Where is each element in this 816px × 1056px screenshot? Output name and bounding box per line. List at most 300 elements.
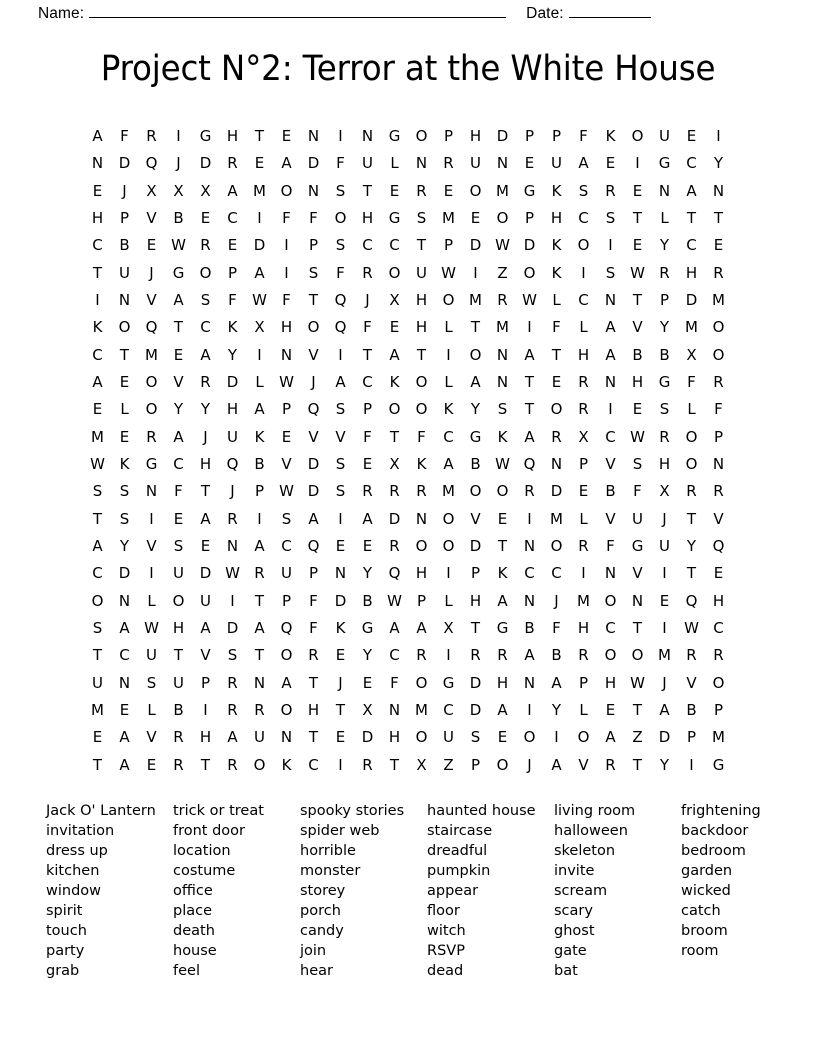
grid-cell[interactable]: O	[712, 345, 725, 364]
grid-cell[interactable]: Y	[659, 236, 670, 255]
grid-cell[interactable]: E	[227, 236, 238, 255]
grid-cell[interactable]: S	[119, 509, 130, 528]
grid-cell[interactable]: I	[527, 318, 532, 337]
grid-cell[interactable]: A	[389, 619, 400, 638]
grid-cell[interactable]: W	[522, 290, 537, 309]
grid-cell[interactable]: S	[470, 728, 481, 747]
word-list-item[interactable]: kitchen	[46, 863, 100, 879]
grid-cell[interactable]: W	[630, 673, 645, 692]
grid-cell[interactable]: P	[443, 236, 454, 255]
grid-cell[interactable]: E	[632, 181, 643, 200]
grid-cell[interactable]: R	[605, 755, 616, 774]
word-list-item[interactable]: trick or treat	[173, 803, 264, 819]
grid-cell[interactable]: R	[713, 482, 724, 501]
grid-cell[interactable]: S	[227, 646, 238, 665]
grid-cell[interactable]: U	[470, 154, 481, 173]
grid-cell[interactable]: T	[92, 755, 103, 774]
grid-cell[interactable]: B	[686, 701, 697, 720]
grid-cell[interactable]: R	[200, 236, 211, 255]
grid-cell[interactable]: D	[658, 728, 671, 747]
grid-cell[interactable]: P	[362, 400, 373, 419]
grid-cell[interactable]: C	[362, 236, 373, 255]
grid-cell[interactable]: O	[496, 482, 509, 501]
grid-cell[interactable]: H	[199, 455, 212, 474]
word-list-item[interactable]: location	[173, 843, 231, 859]
grid-cell[interactable]: O	[415, 728, 428, 747]
grid-cell[interactable]: Y	[659, 755, 670, 774]
grid-cell[interactable]: I	[635, 154, 640, 173]
grid-cell[interactable]: S	[173, 537, 184, 556]
grid-cell[interactable]: F	[336, 154, 345, 173]
grid-cell[interactable]: T	[497, 537, 508, 556]
grid-cell[interactable]: D	[307, 482, 320, 501]
grid-cell[interactable]: U	[632, 509, 643, 528]
grid-cell[interactable]: Q	[226, 455, 239, 474]
grid-cell[interactable]: L	[390, 154, 399, 173]
grid-cell[interactable]: A	[443, 455, 454, 474]
grid-cell[interactable]: L	[660, 208, 669, 227]
grid-cell[interactable]: Y	[470, 400, 481, 419]
grid-cell[interactable]: O	[442, 509, 455, 528]
grid-cell[interactable]: O	[91, 591, 104, 610]
grid-cell[interactable]: O	[334, 208, 347, 227]
grid-cell[interactable]: G	[172, 263, 185, 282]
grid-cell[interactable]: M	[658, 646, 671, 665]
grid-cell[interactable]: A	[173, 427, 184, 446]
grid-cell[interactable]: H	[226, 126, 239, 145]
word-list-item[interactable]: broom	[681, 923, 728, 939]
grid-cell[interactable]: R	[416, 181, 427, 200]
grid-cell[interactable]: N	[145, 482, 158, 501]
grid-cell[interactable]: C	[578, 290, 589, 309]
grid-cell[interactable]: U	[659, 537, 670, 556]
grid-cell[interactable]: H	[631, 373, 644, 392]
grid-cell[interactable]: L	[579, 318, 588, 337]
grid-cell[interactable]: H	[415, 290, 428, 309]
grid-cell[interactable]: G	[388, 126, 401, 145]
grid-cell[interactable]: D	[361, 728, 374, 747]
grid-cell[interactable]: S	[632, 455, 643, 474]
grid-cell[interactable]: W	[279, 373, 294, 392]
grid-cell[interactable]: I	[284, 263, 289, 282]
grid-cell[interactable]: E	[632, 400, 643, 419]
grid-cell[interactable]: W	[387, 591, 402, 610]
grid-cell[interactable]: P	[470, 755, 481, 774]
grid-cell[interactable]: R	[578, 373, 589, 392]
grid-cell[interactable]: F	[363, 427, 372, 446]
grid-cell[interactable]: F	[552, 619, 561, 638]
grid-cell[interactable]: L	[147, 591, 156, 610]
grid-cell[interactable]: Q	[334, 290, 347, 309]
grid-cell[interactable]: C	[389, 236, 400, 255]
grid-cell[interactable]: N	[307, 126, 320, 145]
grid-cell[interactable]: H	[577, 619, 590, 638]
grid-cell[interactable]: P	[578, 455, 589, 474]
word-list-item[interactable]: catch	[681, 903, 721, 919]
grid-cell[interactable]: S	[497, 400, 508, 419]
grid-cell[interactable]: K	[281, 755, 292, 774]
grid-cell[interactable]: H	[388, 728, 401, 747]
grid-cell[interactable]: E	[119, 373, 130, 392]
grid-cell[interactable]: Q	[712, 537, 725, 556]
grid-cell[interactable]: E	[335, 537, 346, 556]
grid-cell[interactable]: L	[147, 701, 156, 720]
grid-cell[interactable]: T	[632, 755, 643, 774]
grid-cell[interactable]: O	[415, 673, 428, 692]
grid-cell[interactable]: X	[578, 427, 589, 446]
word-list-item[interactable]: window	[46, 883, 102, 899]
grid-cell[interactable]: O	[577, 236, 590, 255]
grid-cell[interactable]: C	[92, 564, 103, 583]
grid-cell[interactable]: C	[605, 619, 616, 638]
word-list-item[interactable]: skeleton	[554, 843, 616, 859]
grid-cell[interactable]: N	[496, 373, 509, 392]
grid-cell[interactable]: R	[443, 154, 454, 173]
grid-cell[interactable]: O	[577, 728, 590, 747]
grid-cell[interactable]: R	[200, 373, 211, 392]
grid-cell[interactable]: I	[716, 126, 721, 145]
grid-cell[interactable]: G	[712, 755, 725, 774]
grid-cell[interactable]: V	[713, 509, 724, 528]
grid-cell[interactable]: L	[579, 701, 588, 720]
word-list-item[interactable]: dress up	[46, 843, 108, 859]
grid-cell[interactable]: P	[686, 728, 697, 747]
grid-cell[interactable]: A	[254, 537, 265, 556]
grid-cell[interactable]: A	[119, 619, 130, 638]
grid-cell[interactable]: A	[227, 181, 238, 200]
word-list-item[interactable]: gate	[554, 943, 587, 959]
grid-cell[interactable]: C	[173, 455, 184, 474]
grid-cell[interactable]: P	[254, 482, 265, 501]
grid-cell[interactable]: T	[254, 646, 265, 665]
grid-cell[interactable]: V	[605, 509, 616, 528]
grid-cell[interactable]: L	[255, 373, 264, 392]
grid-cell[interactable]: S	[200, 290, 211, 309]
grid-cell[interactable]: A	[605, 318, 616, 337]
grid-cell[interactable]: O	[415, 126, 428, 145]
grid-cell[interactable]: E	[200, 537, 211, 556]
grid-cell[interactable]: O	[118, 318, 131, 337]
grid-cell[interactable]: O	[496, 755, 509, 774]
grid-cell[interactable]: P	[416, 591, 427, 610]
grid-cell[interactable]: J	[554, 591, 559, 610]
grid-cell[interactable]: V	[605, 455, 616, 474]
grid-cell[interactable]: O	[253, 755, 266, 774]
grid-cell[interactable]: T	[686, 564, 697, 583]
grid-cell[interactable]: B	[254, 455, 265, 474]
grid-cell[interactable]: V	[632, 564, 643, 583]
grid-cell[interactable]: I	[662, 564, 667, 583]
grid-cell[interactable]: I	[230, 591, 235, 610]
grid-cell[interactable]: M	[145, 345, 158, 364]
grid-cell[interactable]: E	[146, 755, 157, 774]
grid-cell[interactable]: T	[416, 236, 427, 255]
grid-cell[interactable]: U	[119, 263, 130, 282]
grid-cell[interactable]: T	[524, 400, 535, 419]
word-list-item[interactable]: floor	[427, 903, 460, 919]
word-list-item[interactable]: feel	[173, 963, 200, 979]
grid-cell[interactable]: E	[659, 591, 670, 610]
word-list-item[interactable]: bat	[554, 963, 578, 979]
grid-cell[interactable]: I	[689, 755, 694, 774]
grid-cell[interactable]: O	[415, 400, 428, 419]
grid-cell[interactable]: A	[92, 537, 103, 556]
grid-cell[interactable]: S	[335, 181, 346, 200]
grid-cell[interactable]: E	[443, 181, 454, 200]
grid-cell[interactable]: L	[444, 373, 453, 392]
grid-cell[interactable]: T	[524, 373, 535, 392]
grid-cell[interactable]: P	[551, 126, 562, 145]
grid-cell[interactable]: K	[335, 619, 346, 638]
grid-cell[interactable]: E	[713, 236, 724, 255]
grid-cell[interactable]: A	[497, 591, 508, 610]
grid-cell[interactable]: E	[524, 154, 535, 173]
grid-cell[interactable]: M	[253, 181, 266, 200]
grid-cell[interactable]: W	[495, 236, 510, 255]
grid-cell[interactable]: O	[280, 181, 293, 200]
grid-cell[interactable]: A	[416, 619, 427, 638]
grid-cell[interactable]: D	[469, 537, 482, 556]
grid-cell[interactable]: N	[361, 126, 374, 145]
grid-cell[interactable]: O	[280, 646, 293, 665]
grid-cell[interactable]: B	[659, 345, 670, 364]
grid-cell[interactable]: O	[307, 318, 320, 337]
word-list-item[interactable]: haunted house	[427, 803, 536, 819]
grid-cell[interactable]: K	[551, 236, 562, 255]
grid-cell[interactable]: R	[254, 701, 265, 720]
grid-cell[interactable]: A	[281, 673, 292, 692]
grid-cell[interactable]: N	[253, 673, 266, 692]
word-list-item[interactable]: backdoor	[681, 823, 749, 839]
grid-cell[interactable]: F	[417, 427, 426, 446]
grid-cell[interactable]: J	[662, 673, 667, 692]
grid-cell[interactable]: M	[685, 318, 698, 337]
grid-cell[interactable]: C	[605, 427, 616, 446]
grid-cell[interactable]: N	[496, 345, 509, 364]
grid-cell[interactable]: O	[631, 646, 644, 665]
grid-cell[interactable]: A	[551, 755, 562, 774]
grid-cell[interactable]: T	[335, 701, 346, 720]
grid-cell[interactable]: C	[443, 427, 454, 446]
grid-cell[interactable]: E	[362, 455, 373, 474]
grid-cell[interactable]: C	[443, 701, 454, 720]
grid-cell[interactable]: M	[91, 701, 104, 720]
grid-cell[interactable]: E	[605, 701, 616, 720]
grid-cell[interactable]: Q	[280, 619, 293, 638]
grid-cell[interactable]: C	[578, 208, 589, 227]
grid-cell[interactable]: D	[334, 591, 347, 610]
grid-cell[interactable]: G	[496, 619, 509, 638]
grid-cell[interactable]: X	[254, 318, 265, 337]
grid-cell[interactable]: Y	[227, 345, 238, 364]
grid-cell[interactable]: V	[335, 427, 346, 446]
grid-cell[interactable]: S	[281, 509, 292, 528]
grid-cell[interactable]: O	[145, 373, 158, 392]
grid-cell[interactable]: I	[257, 509, 262, 528]
grid-cell[interactable]: T	[713, 208, 724, 227]
grid-cell[interactable]: R	[173, 755, 184, 774]
grid-cell[interactable]: A	[227, 728, 238, 747]
grid-cell[interactable]: R	[227, 673, 238, 692]
grid-cell[interactable]: Q	[307, 400, 320, 419]
grid-cell[interactable]: K	[227, 318, 238, 337]
grid-cell[interactable]: C	[92, 236, 103, 255]
grid-cell[interactable]: I	[338, 345, 343, 364]
grid-cell[interactable]: A	[335, 373, 346, 392]
word-list-item[interactable]: spirit	[46, 903, 83, 919]
grid-cell[interactable]: R	[227, 701, 238, 720]
grid-cell[interactable]: A	[524, 646, 535, 665]
grid-cell[interactable]: V	[146, 728, 157, 747]
grid-cell[interactable]: H	[280, 318, 293, 337]
grid-cell[interactable]: M	[712, 728, 725, 747]
word-list-item[interactable]: scream	[554, 883, 608, 899]
grid-cell[interactable]: T	[254, 591, 265, 610]
grid-cell[interactable]: L	[579, 509, 588, 528]
grid-cell[interactable]: P	[524, 208, 535, 227]
grid-cell[interactable]: E	[497, 509, 508, 528]
word-list-item[interactable]: garden	[681, 863, 733, 879]
grid-cell[interactable]: V	[146, 208, 157, 227]
grid-cell[interactable]: O	[415, 537, 428, 556]
grid-cell[interactable]: N	[604, 290, 617, 309]
grid-cell[interactable]: P	[578, 673, 589, 692]
grid-cell[interactable]: C	[713, 619, 724, 638]
grid-cell[interactable]: P	[200, 673, 211, 692]
grid-cell[interactable]: R	[497, 290, 508, 309]
word-list-item[interactable]: death	[173, 923, 215, 939]
grid-cell[interactable]: K	[389, 373, 400, 392]
grid-cell[interactable]: F	[633, 482, 642, 501]
grid-cell[interactable]: M	[442, 482, 455, 501]
grid-cell[interactable]: T	[632, 208, 643, 227]
grid-cell[interactable]: A	[254, 619, 265, 638]
grid-cell[interactable]: X	[146, 181, 157, 200]
grid-cell[interactable]: N	[658, 181, 671, 200]
grid-cell[interactable]: S	[605, 208, 616, 227]
grid-cell[interactable]: X	[389, 290, 400, 309]
grid-cell[interactable]: P	[308, 236, 319, 255]
grid-cell[interactable]: N	[523, 673, 536, 692]
grid-cell[interactable]: F	[309, 591, 318, 610]
grid-cell[interactable]: A	[173, 290, 184, 309]
grid-cell[interactable]: I	[473, 263, 478, 282]
grid-cell[interactable]: G	[361, 619, 374, 638]
grid-cell[interactable]: M	[496, 318, 509, 337]
grid-cell[interactable]: U	[416, 263, 427, 282]
grid-cell[interactable]: N	[523, 537, 536, 556]
grid-cell[interactable]: R	[227, 154, 238, 173]
grid-cell[interactable]: R	[416, 646, 427, 665]
grid-cell[interactable]: D	[685, 290, 698, 309]
grid-cell[interactable]: A	[92, 373, 103, 392]
grid-cell[interactable]: C	[551, 564, 562, 583]
grid-cell[interactable]: H	[685, 263, 698, 282]
grid-cell[interactable]: O	[145, 400, 158, 419]
grid-cell[interactable]: M	[712, 290, 725, 309]
grid-cell[interactable]: H	[469, 591, 482, 610]
grid-cell[interactable]: Q	[388, 564, 401, 583]
grid-cell[interactable]: C	[362, 373, 373, 392]
grid-cell[interactable]: Y	[659, 318, 670, 337]
grid-cell[interactable]: I	[527, 509, 532, 528]
grid-cell[interactable]: Y	[362, 646, 373, 665]
grid-cell[interactable]: T	[632, 619, 643, 638]
grid-cell[interactable]: G	[658, 154, 671, 173]
grid-cell[interactable]: D	[523, 236, 536, 255]
grid-cell[interactable]: W	[630, 263, 645, 282]
grid-cell[interactable]: I	[446, 646, 451, 665]
grid-cell[interactable]: R	[524, 482, 535, 501]
grid-cell[interactable]: E	[335, 728, 346, 747]
grid-cell[interactable]: C	[92, 345, 103, 364]
word-list-item[interactable]: storey	[300, 883, 346, 899]
word-list-item[interactable]: frightening	[681, 803, 761, 819]
grid-cell[interactable]: H	[415, 564, 428, 583]
grid-cell[interactable]: I	[176, 126, 181, 145]
word-list-item[interactable]: appear	[427, 883, 479, 899]
grid-cell[interactable]: B	[119, 236, 130, 255]
grid-cell[interactable]: S	[605, 263, 616, 282]
grid-cell[interactable]: W	[90, 455, 105, 474]
date-input-rule[interactable]	[569, 4, 651, 18]
grid-cell[interactable]: F	[336, 263, 345, 282]
grid-cell[interactable]: R	[713, 263, 724, 282]
grid-cell[interactable]: O	[199, 263, 212, 282]
grid-cell[interactable]: T	[92, 646, 103, 665]
grid-cell[interactable]: A	[659, 701, 670, 720]
grid-cell[interactable]: R	[713, 646, 724, 665]
grid-cell[interactable]: G	[631, 537, 644, 556]
grid-cell[interactable]: F	[714, 400, 723, 419]
grid-cell[interactable]: F	[309, 208, 318, 227]
grid-cell[interactable]: F	[579, 126, 588, 145]
grid-cell[interactable]: J	[203, 427, 208, 446]
grid-cell[interactable]: R	[227, 509, 238, 528]
grid-cell[interactable]: S	[659, 400, 670, 419]
grid-cell[interactable]: R	[551, 427, 562, 446]
grid-cell[interactable]: S	[119, 482, 130, 501]
grid-cell[interactable]: X	[389, 455, 400, 474]
grid-cell[interactable]: M	[442, 208, 455, 227]
grid-cell[interactable]: F	[363, 318, 372, 337]
grid-cell[interactable]: H	[415, 318, 428, 337]
grid-cell[interactable]: N	[523, 591, 536, 610]
grid-cell[interactable]: C	[308, 755, 319, 774]
grid-cell[interactable]: R	[362, 755, 373, 774]
grid-cell[interactable]: C	[227, 208, 238, 227]
grid-cell[interactable]: A	[119, 755, 130, 774]
grid-cell[interactable]: R	[227, 755, 238, 774]
grid-cell[interactable]: J	[662, 509, 667, 528]
grid-cell[interactable]: Z	[632, 728, 643, 747]
grid-cell[interactable]: E	[578, 482, 589, 501]
grid-cell[interactable]: J	[230, 482, 235, 501]
grid-cell[interactable]: Y	[551, 701, 562, 720]
grid-cell[interactable]: K	[551, 263, 562, 282]
grid-cell[interactable]: A	[254, 400, 265, 419]
grid-cell[interactable]: I	[608, 400, 613, 419]
grid-cell[interactable]: R	[659, 427, 670, 446]
grid-cell[interactable]: E	[281, 427, 292, 446]
grid-cell[interactable]: T	[119, 345, 130, 364]
grid-cell[interactable]: P	[308, 564, 319, 583]
grid-cell[interactable]: P	[443, 126, 454, 145]
grid-cell[interactable]: O	[388, 400, 401, 419]
grid-cell[interactable]: E	[92, 728, 103, 747]
grid-cell[interactable]: D	[388, 509, 401, 528]
grid-cell[interactable]: I	[149, 564, 154, 583]
